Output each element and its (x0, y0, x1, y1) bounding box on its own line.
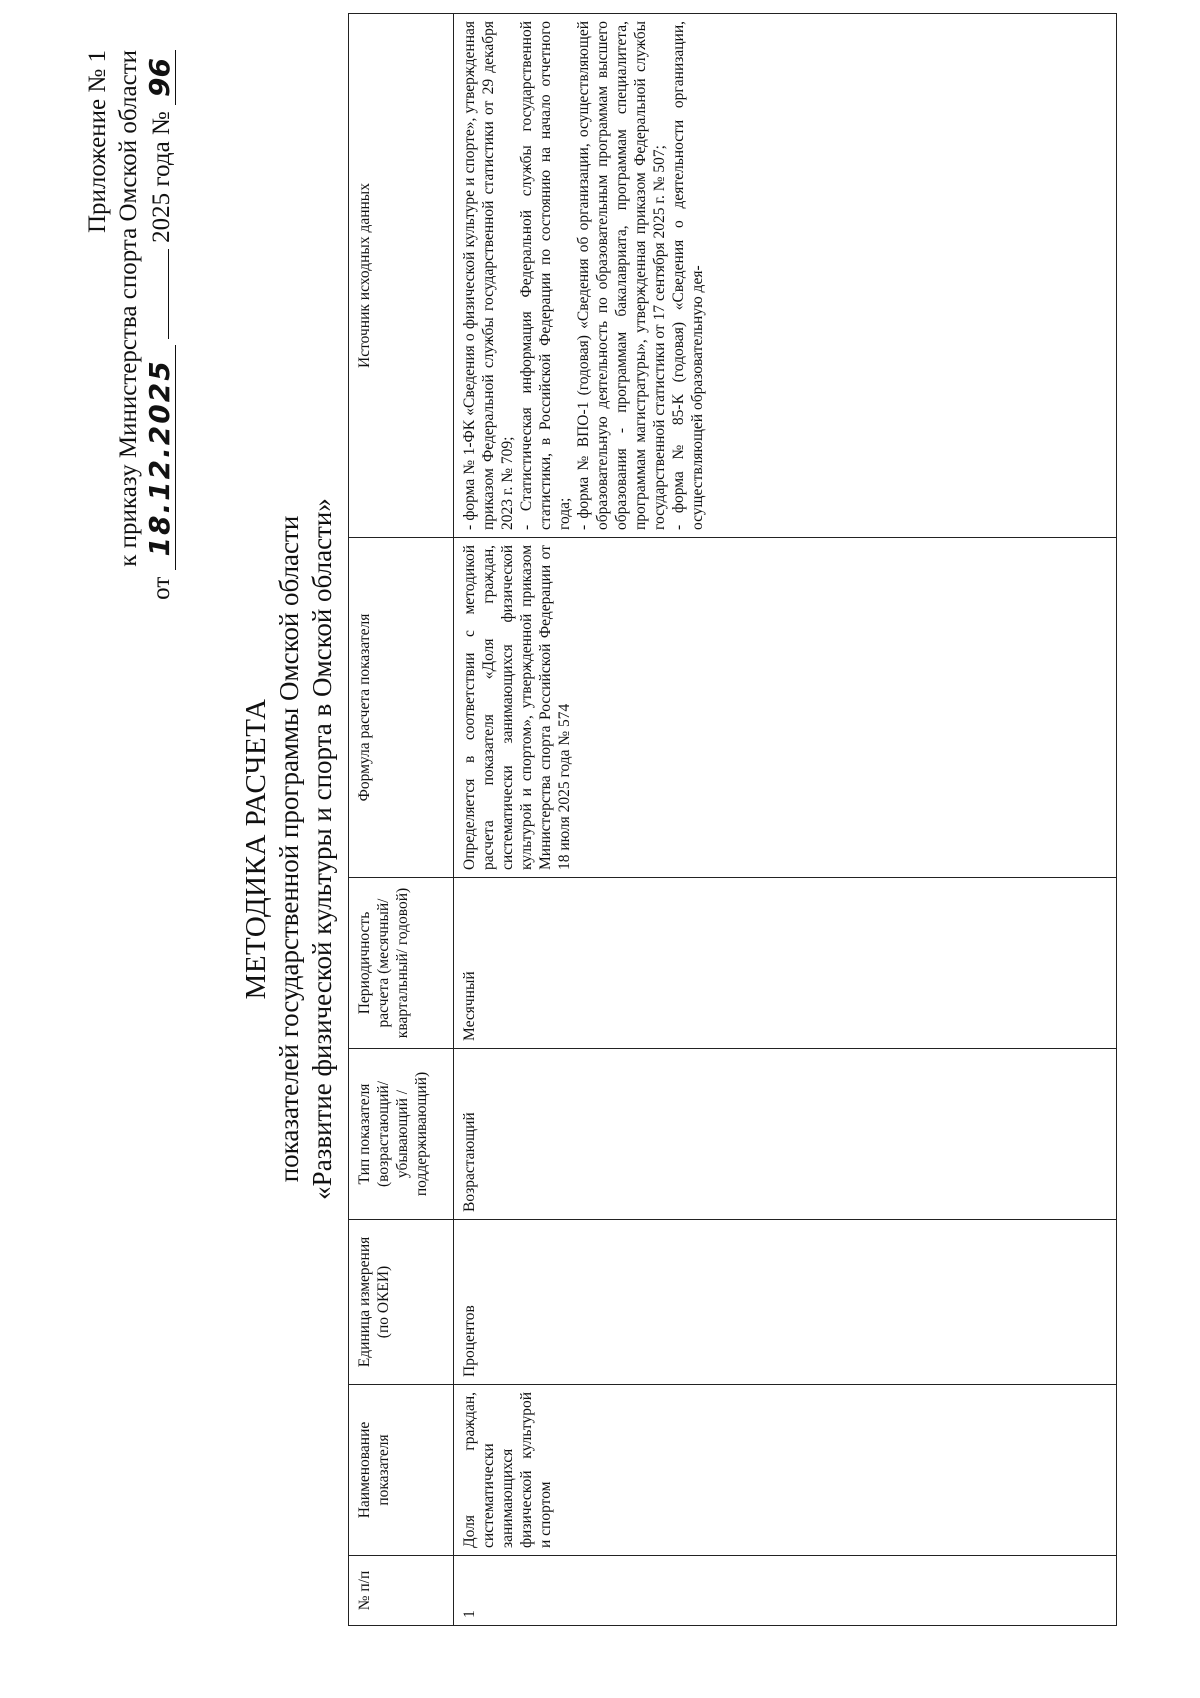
methodology-table (348, 13, 1117, 1626)
annex-title: Приложение № 1 (84, 50, 111, 234)
table-header-row (349, 14, 454, 1626)
blank-underline (168, 249, 169, 339)
document-heading (240, 0, 339, 1698)
source-item: - Статистическая информация Федеральной службы государственной статистики, в Российской Федерации по состоянию на начало отчетного года; (518, 21, 573, 530)
handwritten-date: 18.12.2025 (144, 345, 176, 570)
program-name: «Развитие физической культуры и спорта в Омской области» (307, 498, 337, 1200)
document-title: МЕТОДИКА РАСЧЕТА (240, 698, 272, 1000)
from-label: от (148, 576, 175, 600)
cell-unit: Процентов (454, 1220, 1117, 1385)
header-formula: Формула расчета показателя (349, 538, 454, 878)
source-item: - форма № ВПО-1 (годовая) «Сведения об организации, осуществляющей образовательную деятельность по образовательным программам высшего образования - программам бакалавриата, программам специалитета, программам магистратуры», утвержденная приказом Федеральной службы государственной статистики от 17 сентября 2025 г. № 507; (575, 21, 668, 530)
document-subtitle: показателей государственной программы Омской области (274, 515, 304, 1183)
header-num: № п/п (349, 1556, 454, 1626)
cell-period: Месячный (454, 878, 1117, 1049)
header-type: Тип показателя (возрастающий/ убывающий / поддерживающий) (349, 1049, 454, 1220)
annex-order-ref: к приказу Министерства спорта Омской области (115, 50, 142, 567)
source-item: - форма № 85-К (годовая) «Сведения о деятельности организации, осуществляющей образовательную дея- (670, 21, 706, 530)
header-source: Источник исходных данных (349, 14, 454, 538)
cell-type: Возрастающий (454, 1049, 1117, 1220)
year-text: 2025 года № (148, 111, 175, 243)
source-item: - форма № 1-ФК «Сведения о физической культуре и спорте», утвержденная приказом Федеральной службы государственной статистики от 29 декабря 2023 г. № 709; (461, 21, 516, 530)
header-period: Периодичность расчета (месячный/ квартальный/ годовой) (349, 878, 454, 1049)
header-name: Наименование показателя (349, 1385, 454, 1556)
cell-num: 1 (454, 1556, 1117, 1626)
handwritten-number: 96 (144, 50, 176, 105)
annex-block (82, 50, 177, 770)
cell-formula: Определяется в соответствии с методикой расчета показателя «Доля граждан, систематически занимающихся физической культурой и спортом», утвержденной приказом Министерства спорта Российской Федерации от 18 июля 2025 года № 574 (454, 538, 1117, 878)
cell-source (454, 14, 1117, 538)
annex-date-line (144, 50, 177, 770)
header-unit: Единица измерения (по ОКЕИ) (349, 1220, 454, 1385)
table-row (454, 14, 1117, 1626)
cell-name: Доля граждан, систематически занимающихся физической культурой и спортом (454, 1385, 1117, 1556)
